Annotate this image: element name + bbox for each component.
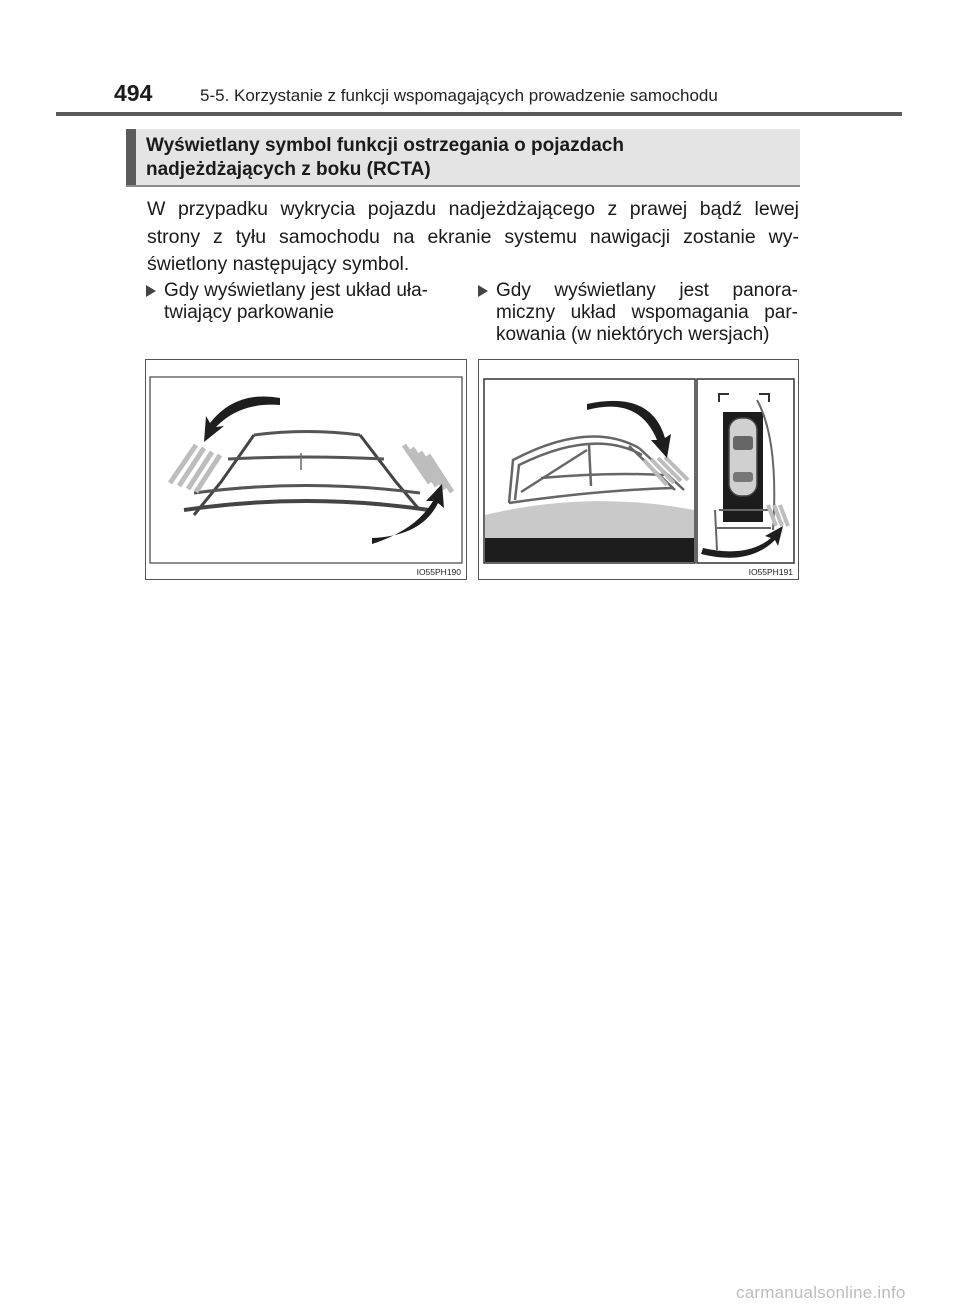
figure-code-right: IO55PH191: [748, 567, 793, 577]
panoramic-illustration: [479, 360, 798, 579]
section-title-line1: Wyświetlany symbol funkcji ostrzegania o pojazdach: [146, 135, 624, 156]
section-title: [146, 134, 624, 182]
figure-code-left: IO55PH190: [416, 567, 461, 577]
watermark: carmanualsonline.info: [736, 1283, 906, 1302]
running-header: 5-5. Korzystanie z funkcji wspomagających prowadzenie samochodu: [200, 86, 718, 105]
section-title-line2: nadjeżdżających z boku (RCTA): [146, 159, 431, 180]
rear-view-illustration: [146, 360, 466, 579]
page-number: 494: [114, 80, 153, 106]
bullet-parking-assist-text: Gdy wyświetlany jest układ uła-twiający parkowanie: [164, 280, 428, 323]
bullet-panoramic-view-text: Gdy wyświetlany jest panora-miczny układ wspomagania par-kowania (w niektórych wersjach): [496, 280, 798, 345]
parking-guide-lines: [184, 432, 429, 516]
intro-paragraph: W przypadku wykrycia pojazdu nadjeżdżającego z prawej bądź lewej strony z tyłu samochodu na ekranie systemu nawigacji zostanie wy-świetlony następujący symbol.: [147, 198, 799, 275]
bullet-triangle-icon: [146, 285, 156, 297]
left-approach-stripes: [170, 445, 220, 492]
left-rcta-arrow-icon: [204, 396, 280, 442]
bullet-panoramic-view: [496, 280, 798, 346]
bottom-dark-band: [485, 538, 694, 562]
figure-panoramic-view-screen: [478, 359, 799, 580]
section-heading-accent-bar: [126, 129, 136, 185]
right-approach-stripes: [404, 445, 452, 492]
screen-frame: [150, 377, 462, 563]
bullet-triangle-icon: [478, 285, 488, 297]
section-heading-box: [126, 129, 800, 187]
bullet-parking-assist: [164, 280, 464, 324]
figure-rear-view-screen: [145, 359, 467, 580]
header-rule: [56, 112, 902, 116]
car-top-view-icon: [729, 418, 757, 496]
